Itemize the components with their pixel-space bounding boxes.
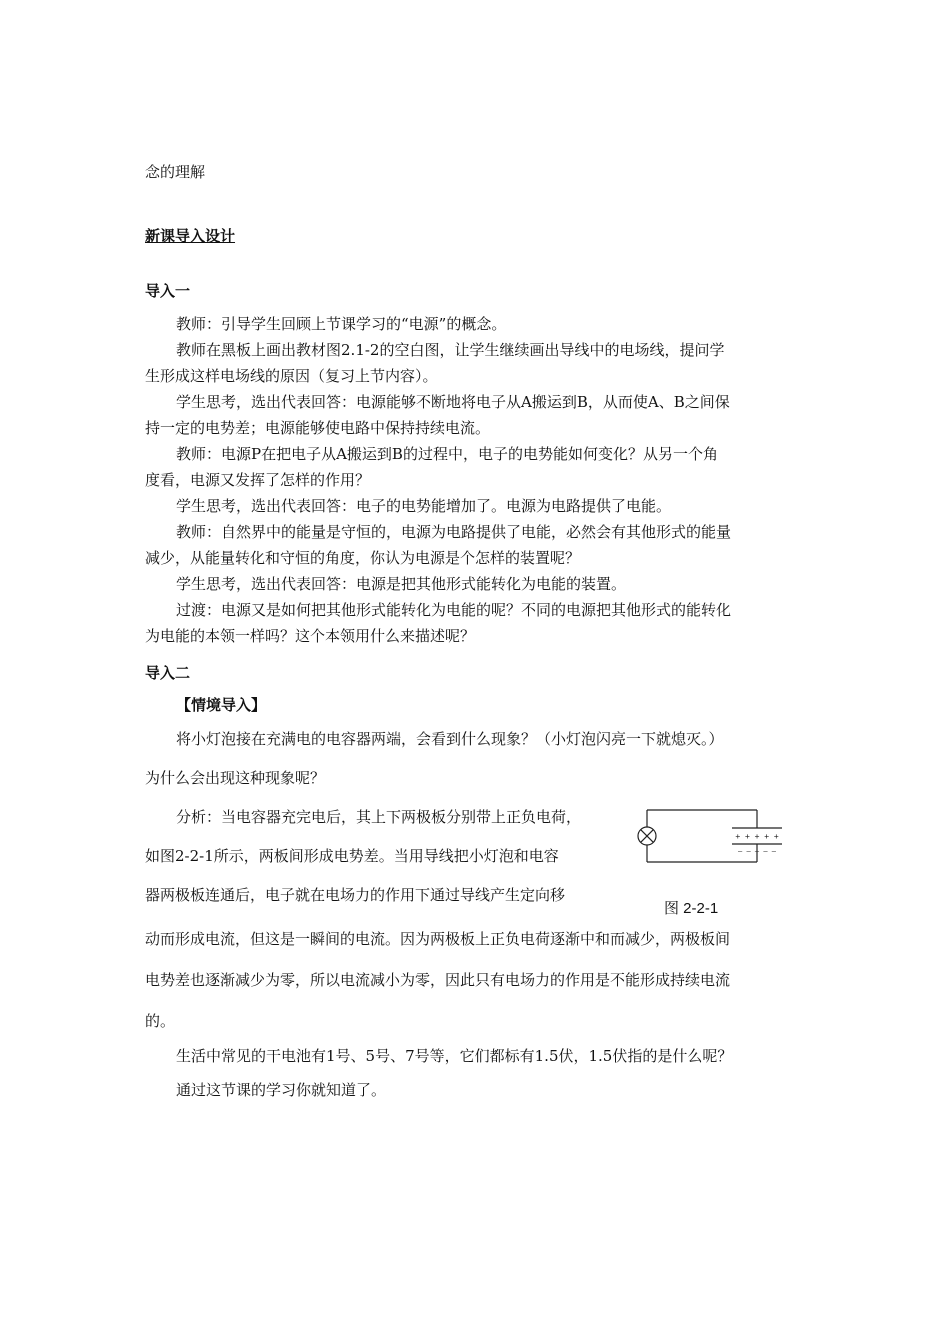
negative-charges: — — — — — xyxy=(738,847,776,855)
paragraph-line: 为电能的本领一样吗？这个本领用什么来描述呢？ xyxy=(145,627,476,645)
intro-1-heading: 导入一 xyxy=(145,282,191,300)
paragraph-line: 教师：电源P在把电子从A搬运到B的过程中，电子的电势能如何变化？从另一个角 xyxy=(176,445,718,463)
paragraph-line: 教师：自然界中的能量是守恒的，电源为电路提供了电能，必然会有其他形式的能量 xyxy=(176,523,732,541)
positive-charges: + + + + + xyxy=(735,832,779,841)
paragraph-line: 教师：引导学生回顾上节课学习的“电源”的概念。 xyxy=(176,315,507,333)
paragraph-line: 动而形成电流，但这是一瞬间的电流。因为两极板上正负电荷逐渐中和而减少，两极板间 xyxy=(145,930,731,948)
paragraph-line: 生形成这样电场线的原因（复习上节内容）。 xyxy=(145,367,438,385)
section-heading: 新课导入设计 xyxy=(145,227,236,245)
paragraph-line: 的。 xyxy=(145,1012,176,1030)
paragraph-line: 学生思考，选出代表回答：电源是把其他形式能转化为电能的装置。 xyxy=(176,575,627,593)
paragraph-line: 减少，从能量转化和守恒的角度，你认为电源是个怎样的装置呢？ xyxy=(145,549,581,567)
paragraph-line: 通过这节课的学习你就知道了。 xyxy=(176,1081,387,1099)
paragraph-line: 将小灯泡接在充满电的电容器两端，会看到什么现象？（小灯泡闪亮一下就熄灭。） xyxy=(176,730,724,748)
paragraph-line: 持一定的电势差；电源能够使电路中保持持续电流。 xyxy=(145,419,491,437)
paragraph-line: 度看，电源又发挥了怎样的作用？ xyxy=(145,471,371,489)
paragraph-line: 学生思考，选出代表回答：电源能够不断地将电子从A搬运到B，从而使A、B之间保 xyxy=(176,393,730,411)
paragraph-line: 过渡：电源又是如何把其他形式能转化为电能的呢？不同的电源把其他形式的能转化 xyxy=(176,601,732,619)
paragraph-line: 教师在黑板上画出教材图2.1-2的空白图，让学生继续画出导线中的电场线，提问学 xyxy=(176,341,725,359)
paragraph-line: 电势差也逐渐减少为零，所以电流减小为零，因此只有电场力的作用是不能形成持续电流 xyxy=(145,971,731,989)
paragraph-line: 为什么会出现这种现象呢？ xyxy=(145,769,326,787)
scenario-heading: 【情境导入】 xyxy=(176,696,267,714)
paragraph-line: 生活中常见的干电池有1号、5号、7号等，它们都标有1.5伏，1.5伏指的是什么呢？ xyxy=(176,1047,733,1065)
paragraph-line: 如图2-2-1所示，两板间形成电势差。当用导线把小灯泡和电容 xyxy=(145,847,559,865)
paragraph-line: 学生思考，选出代表回答：电子的电势能增加了。电源为电路提供了电能。 xyxy=(176,497,672,515)
circuit-diagram xyxy=(632,806,797,866)
figure-caption: 图 2-2-1 xyxy=(664,900,719,917)
paragraph-line: 器两极板连通后，电子就在电场力的作用下通过导线产生定向移 xyxy=(145,886,566,904)
intro-2-heading: 导入二 xyxy=(145,664,191,682)
text-line: 念的理解 xyxy=(145,163,206,181)
paragraph-line: 分析：当电容器充完电后，其上下两极板分别带上正负电荷， xyxy=(176,808,582,826)
